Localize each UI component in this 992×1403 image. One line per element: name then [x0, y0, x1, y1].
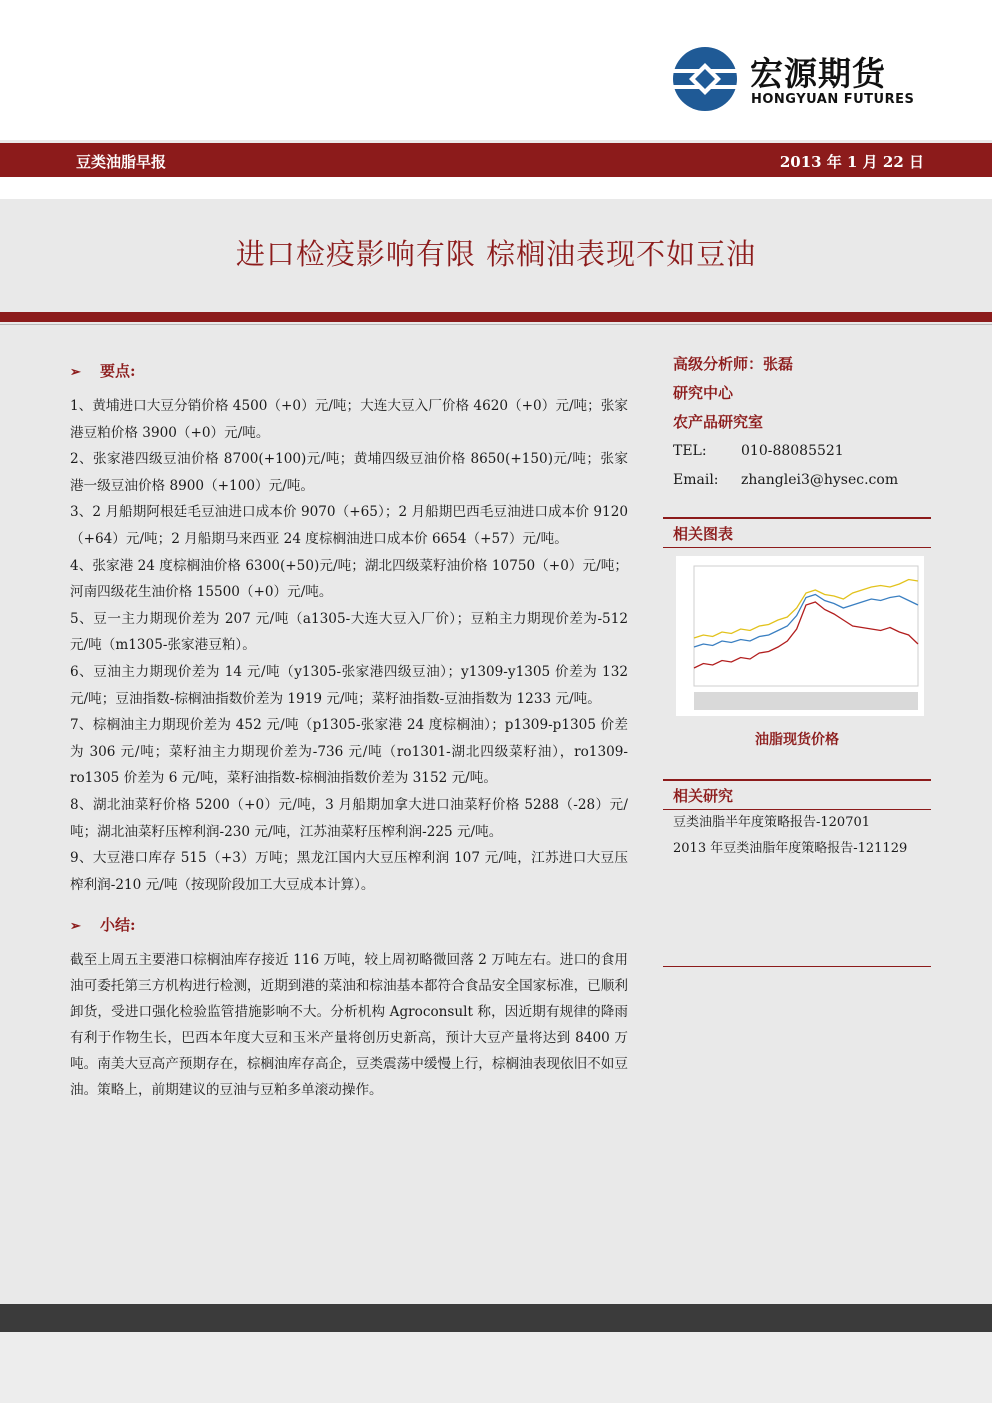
key-point-item: 9、大豆港口库存 515（+3）万吨；黑龙江国内大豆压榨利润 107 元/吨，江苏进口大豆压榨利润-210 元/吨（按现阶段加工大豆成本计算）。: [70, 850, 628, 893]
arrow-bullet-icon: ➢: [70, 365, 81, 380]
analyst-title: 高级分析师：张磊: [673, 355, 794, 373]
key-point-item: 1、黄埔进口大豆分销价格 4500（+0）元/吨；大连大豆入厂价格 4620（+0）元/吨；张家港豆粕价格 3900（+0）元/吨。: [70, 398, 628, 441]
chart-series-line-1: [694, 595, 918, 648]
summary-heading: [70, 914, 628, 935]
related-research-item[interactable]: 2013 年豆类油脂年度策略报告-121129: [673, 841, 908, 856]
related-research-item[interactable]: 豆类油脂半年度策略报告-120701: [673, 815, 871, 830]
tel-value: 010-88085521: [741, 443, 844, 459]
key-point-item: 2、张家港四级豆油价格 8700(+100)元/吨；黄埔四级豆油价格 8650(+150)元/吨；张家港一级豆油价格 8900（+100）元/吨。: [70, 451, 628, 494]
key-point-item: 3、2 月船期阿根廷毛豆油进口成本价 9070（+65）；2 月船期巴西毛豆油进口成本价 9120（+64）元/吨；2 月船期马来西亚 24 度棕榈油进口成本价 6654（+57）元/吨。: [70, 504, 628, 547]
analyst-dept-center: 研究中心: [673, 384, 734, 402]
arrow-bullet-icon: ➢: [70, 919, 81, 935]
main-content: [70, 360, 628, 1103]
footer-area: [0, 1332, 992, 1403]
chart-series-line-2: [694, 602, 918, 668]
logo-name-cn: 宏源期货: [750, 54, 886, 93]
chart-caption: 油脂现货价格: [755, 732, 839, 748]
company-logo: [672, 46, 922, 118]
key-point-item: 4、张家港 24 度棕榈油价格 6300(+50)元/吨；湖北四级菜籽油价格 10750（+0）元/吨；河南四级花生油价格 15500（+0）元/吨。: [70, 557, 628, 601]
key-points-list: [70, 393, 628, 898]
header-spacer: [0, 177, 992, 199]
related-research-header: [663, 779, 931, 810]
related-chart-heading: 相关图表: [673, 525, 734, 543]
report-category: 豆类油脂早报: [76, 153, 167, 171]
price-chart: [676, 556, 924, 716]
analyst-info: [673, 350, 933, 495]
hongyuan-logo-icon: [672, 46, 738, 112]
email-label: Email:: [673, 472, 719, 488]
title-divider-thin: [0, 324, 992, 325]
chart-x-axis-ticks: [694, 692, 918, 710]
summary-label: 小结:: [100, 916, 136, 935]
key-point-item: 8、湖北油菜籽价格 5200（+0）元/吨，3 月船期加拿大进口油菜籽价格 5288（-28）元/吨；湖北油菜籽压榨利润-230 元/吨，江苏油菜籽压榨利润-225 元/吨。: [70, 796, 628, 840]
key-point-item: 6、豆油主力期现价差为 14 元/吨（y1305-张家港四级豆油）；y1309-y1305 价差为 132 元/吨；豆油指数-棕榈油指数价差为 1919 元/吨；菜籽油指数-豆油指数为 1233 元/吨。: [70, 663, 628, 707]
header-band: [0, 143, 992, 177]
footer-band: [0, 1304, 992, 1332]
key-points-heading: [70, 360, 628, 381]
price-chart-svg: [676, 556, 924, 716]
analyst-tel: [673, 437, 933, 466]
analyst-email: [673, 466, 933, 495]
key-point-item: 7、棕榈油主力期现价差为 452 元/吨（p1305-张家港 24 度棕榈油）；p1309-p1305 价差为 306 元/吨；菜籽油主力期现价差为-736 元/吨（ro1301-湖北四级菜籽油），ro1309-ro1305 价差为 6 元/吨，菜籽油指数-棕榈油指数价差为 3152 元/吨。: [70, 717, 628, 787]
logo-name-en: HONGYUAN FUTURES: [751, 92, 915, 107]
analyst-dept-office: 农产品研究室: [673, 413, 764, 431]
summary-text: 截至上周五主要港口棕榈油库存接近 116 万吨，较上周初略微回落 2 万吨左右。进口的食用油可委托第三方机构进行检测，近期到港的菜油和棕油基本都符合食品安全国家标准，已顺利卸货，受进口强化检验监管措施影响不大。分析机构 Agroconsult 称，因近期有规律的降雨有利于作物生长，巴西本年度大豆和玉米产量将创历史新高，预计大豆产量将达到 8400 万吨。南美大豆高产预期存在，棕榈油库存高企，豆类震荡中缓慢上行，棕榈油表现依旧不如豆油。策略上，前期建议的豆油与豆粕多单滚动操作。: [70, 952, 628, 1099]
related-research-list: [673, 810, 907, 862]
email-link[interactable]: zhanglei3@hysec.com: [741, 472, 899, 488]
related-box-bottom: [663, 966, 931, 967]
tel-label: TEL:: [673, 443, 707, 459]
key-point-item: 5、豆一主力期现价差为 207 元/吨（a1305-大连大豆入厂价）；豆粕主力期现价差为-512 元/吨（m1305-张家港豆粕）。: [70, 610, 628, 654]
related-research-heading: 相关研究: [673, 787, 734, 805]
title-divider: [0, 312, 992, 322]
report-title: 进口检疫影响有限 棕榈油表现不如豆油: [235, 237, 757, 271]
related-chart-header: [663, 517, 931, 548]
chart-plot-area: [694, 566, 918, 686]
key-points-label: 要点:: [100, 362, 136, 380]
report-date: 2013 年 1 月 22 日: [779, 153, 924, 171]
